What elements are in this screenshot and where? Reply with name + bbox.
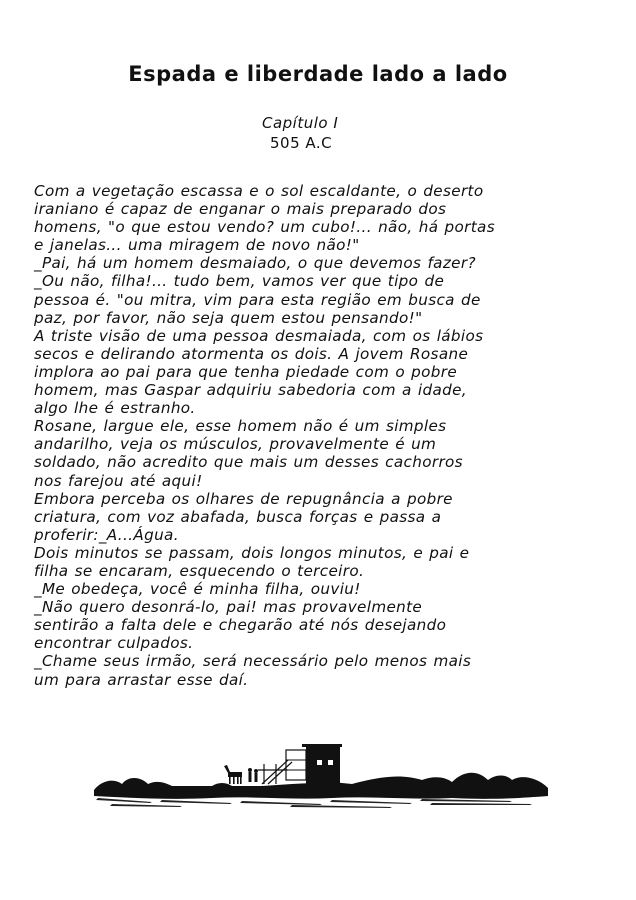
story-line: soldado, não acredito que mais um desses cachorros [34, 453, 463, 472]
story-line: encontrar culpados. [34, 634, 194, 653]
story-line: pessoa é. "ou mitra, vim para esta região em busca de [34, 290, 481, 309]
chapter-label: Capítulo I [262, 114, 339, 132]
story-line: homens, "o que estou vendo? um cubo!... não, há portas [34, 218, 495, 237]
story-line: sentirão a falta dele e chegarão até nós desejando [34, 616, 447, 635]
story-line: Dois minutos se passam, dois longos minutos, e pai e [34, 543, 470, 562]
cube-building [306, 746, 340, 784]
story-title: Espada e liberdade lado a lado [128, 62, 508, 86]
story-line: _Me obedeça, você é minha filha, ouviu! [34, 580, 361, 599]
chapter-heading [262, 113, 338, 153]
story-line: homem, mas Gaspar adquiriu sabedoria com a idade, [34, 381, 467, 400]
human-figures [248, 768, 258, 782]
story-line: _Chame seus irmão, será necessário pelo menos mais [34, 652, 472, 671]
story-line: _Ou não, filha!... tudo bem, vamos ver que tipo de [34, 272, 445, 291]
story-line: secos e delirando atormenta os dois. A jovem Rosane [34, 344, 469, 363]
story-line: andarilho, veja os músculos, provavelmente é um [34, 435, 437, 454]
story-line: filha se encaram, esquecendo o terceiro. [34, 561, 365, 580]
story-line: _Não quero desonrá-lo, pai! mas provavelmente [34, 598, 423, 617]
story-line: implora ao pai para que tenha piedade com o pobre [34, 362, 458, 381]
story-line: um para arrastar esse daí. [34, 670, 249, 689]
story-line: criatura, com voz abafada, busca forças e passa a [34, 507, 442, 526]
story-line: proferir:_A...Água. [34, 525, 179, 544]
story-line: A triste visão de uma pessoa desmaiada, com os lábios [34, 326, 484, 345]
animal-figure [224, 765, 242, 784]
story-line: iraniano é capaz de enganar o mais preparado dos [34, 200, 447, 219]
story-line: paz, por favor, não seja quem estou pensando!" [34, 308, 423, 327]
desert-scene-illustration [92, 740, 550, 808]
story-line: nos farejou até aqui! [34, 471, 203, 490]
story-line: e janelas... uma miragem de novo não!" [34, 236, 360, 255]
story-line: _Pai, há um homem desmaiado, o que devemos fazer? [34, 254, 476, 273]
story-text [34, 182, 604, 689]
chapter-year: 505 A.C [270, 134, 333, 152]
story-line: Rosane, largue ele, esse homem não é um simples [34, 417, 447, 436]
story-line: Com a vegetação escassa e o sol escaldante, o deserto [34, 182, 484, 200]
story-line: Embora perceba os olhares de repugnância a pobre [34, 489, 453, 508]
ground-texture [96, 798, 532, 808]
story-line: algo lhe é estranho. [34, 399, 196, 418]
